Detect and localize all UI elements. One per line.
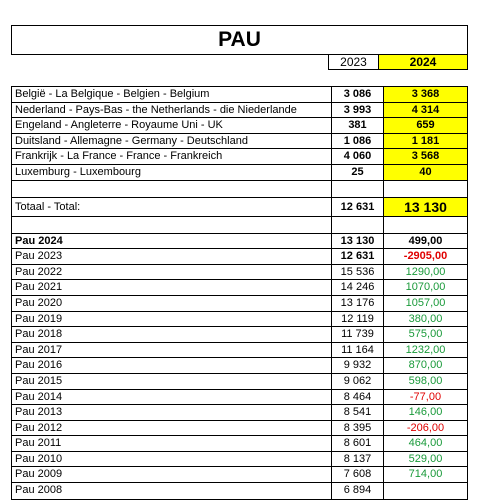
year-difference: 575,00 xyxy=(408,328,443,341)
year-value: 11 164 xyxy=(332,343,384,358)
year-difference: -206,00 xyxy=(406,421,445,434)
year-difference: 598,00 xyxy=(408,374,443,387)
country-name: Nederland - Pays-Bas - the Netherlands - die Niederlande xyxy=(12,103,332,118)
year-label: Pau 2015 xyxy=(12,374,332,389)
year-value: 13 176 xyxy=(332,296,384,311)
value-2023: 3 993 xyxy=(332,103,384,118)
country-name: Luxemburg - Luxembourg xyxy=(12,165,332,180)
country-name: Engeland - Angleterre - Royaume Uni - UK xyxy=(12,118,332,133)
year-value: 14 246 xyxy=(332,280,384,295)
history-row xyxy=(12,327,467,343)
year-difference: 529,00 xyxy=(408,452,443,465)
year-value: 9 062 xyxy=(332,374,384,389)
country-row xyxy=(12,165,467,181)
year-difference: -77,00 xyxy=(409,390,442,403)
year-difference: -2905,00 xyxy=(403,250,448,263)
year-label: Pau 2008 xyxy=(12,483,332,499)
year-label: Pau 2020 xyxy=(12,296,332,311)
year-difference: 146,00 xyxy=(408,406,443,419)
value-2024: 4 314 xyxy=(384,103,467,118)
history-row xyxy=(12,421,467,437)
value-2023: 3 086 xyxy=(332,87,384,102)
history-row xyxy=(12,234,467,250)
year-value: 6 894 xyxy=(332,483,384,499)
history-row xyxy=(12,343,467,359)
history-row xyxy=(12,374,467,390)
year-difference: 1290,00 xyxy=(405,265,446,278)
year-label: Pau 2013 xyxy=(12,405,332,420)
history-row xyxy=(12,405,467,421)
year-value: 12 631 xyxy=(332,249,384,264)
country-row xyxy=(12,118,467,134)
value-2023: 4 060 xyxy=(332,149,384,164)
page-title: PAU xyxy=(11,25,468,55)
year-label: Pau 2018 xyxy=(12,327,332,342)
history-row xyxy=(12,452,467,468)
value-2024: 40 xyxy=(384,165,467,180)
history-row xyxy=(12,296,467,312)
history-row xyxy=(12,358,467,374)
value-2024: 1 181 xyxy=(384,134,467,149)
year-label: Pau 2023 xyxy=(12,249,332,264)
year-value: 8 464 xyxy=(332,390,384,405)
country-row xyxy=(12,149,467,165)
value-2024: 3 568 xyxy=(384,149,467,164)
value-2023: 1 086 xyxy=(332,134,384,149)
history-row xyxy=(12,265,467,281)
year-value: 7 608 xyxy=(332,467,384,482)
year-difference: 1232,00 xyxy=(405,343,446,356)
total-row xyxy=(12,198,467,217)
year-label: Pau 2010 xyxy=(12,452,332,467)
value-2023: 25 xyxy=(332,165,384,180)
history-row xyxy=(12,312,467,328)
value-2023: 381 xyxy=(332,118,384,133)
spacer-row xyxy=(12,217,467,234)
year-difference: 380,00 xyxy=(408,312,443,325)
year-value: 11 739 xyxy=(332,327,384,342)
year-label: Pau 2012 xyxy=(12,421,332,436)
year-difference xyxy=(384,483,467,499)
country-row xyxy=(12,87,467,103)
year-label: Pau 2021 xyxy=(12,280,332,295)
total-2023: 12 631 xyxy=(332,198,384,216)
country-name: Frankrijk - La France - France - Frankreich xyxy=(12,149,332,164)
history-row xyxy=(12,483,467,499)
spacer-row xyxy=(12,181,467,198)
value-2024: 659 xyxy=(384,118,467,133)
country-row xyxy=(12,103,467,119)
year-header-2024: 2024 xyxy=(379,55,468,70)
year-value: 13 130 xyxy=(332,234,384,249)
year-value: 9 932 xyxy=(332,358,384,373)
country-name: België - La Belgique - Belgien - Belgium xyxy=(12,87,332,102)
total-label: Totaal - Total: xyxy=(12,198,332,216)
country-row xyxy=(12,134,467,150)
total-2024: 13 130 xyxy=(384,198,467,216)
country-name: Duitsland - Allemagne - Germany - Deutschland xyxy=(12,134,332,149)
history-row xyxy=(12,280,467,296)
year-value: 8 137 xyxy=(332,452,384,467)
year-value: 8 541 xyxy=(332,405,384,420)
year-value: 15 536 xyxy=(332,265,384,280)
history-row xyxy=(12,436,467,452)
visitor-table xyxy=(11,86,468,500)
year-value: 8 395 xyxy=(332,421,384,436)
year-label: Pau 2024 xyxy=(12,234,332,249)
history-row xyxy=(12,467,467,483)
history-row xyxy=(12,390,467,406)
year-label: Pau 2017 xyxy=(12,343,332,358)
year-difference: 870,00 xyxy=(408,359,443,372)
year-value: 8 601 xyxy=(332,436,384,451)
value-2024: 3 368 xyxy=(384,87,467,102)
year-difference: 464,00 xyxy=(408,437,443,450)
year-label: Pau 2022 xyxy=(12,265,332,280)
year-header-2023: 2023 xyxy=(328,55,379,70)
year-label: Pau 2019 xyxy=(12,312,332,327)
year-difference: 499,00 xyxy=(408,234,443,247)
year-label: Pau 2014 xyxy=(12,390,332,405)
history-row xyxy=(12,249,467,265)
year-difference: 1070,00 xyxy=(405,281,446,294)
year-difference: 714,00 xyxy=(408,468,443,481)
year-label: Pau 2011 xyxy=(12,436,332,451)
year-difference: 1057,00 xyxy=(405,296,446,309)
year-value: 12 119 xyxy=(332,312,384,327)
year-label: Pau 2016 xyxy=(12,358,332,373)
year-label: Pau 2009 xyxy=(12,467,332,482)
